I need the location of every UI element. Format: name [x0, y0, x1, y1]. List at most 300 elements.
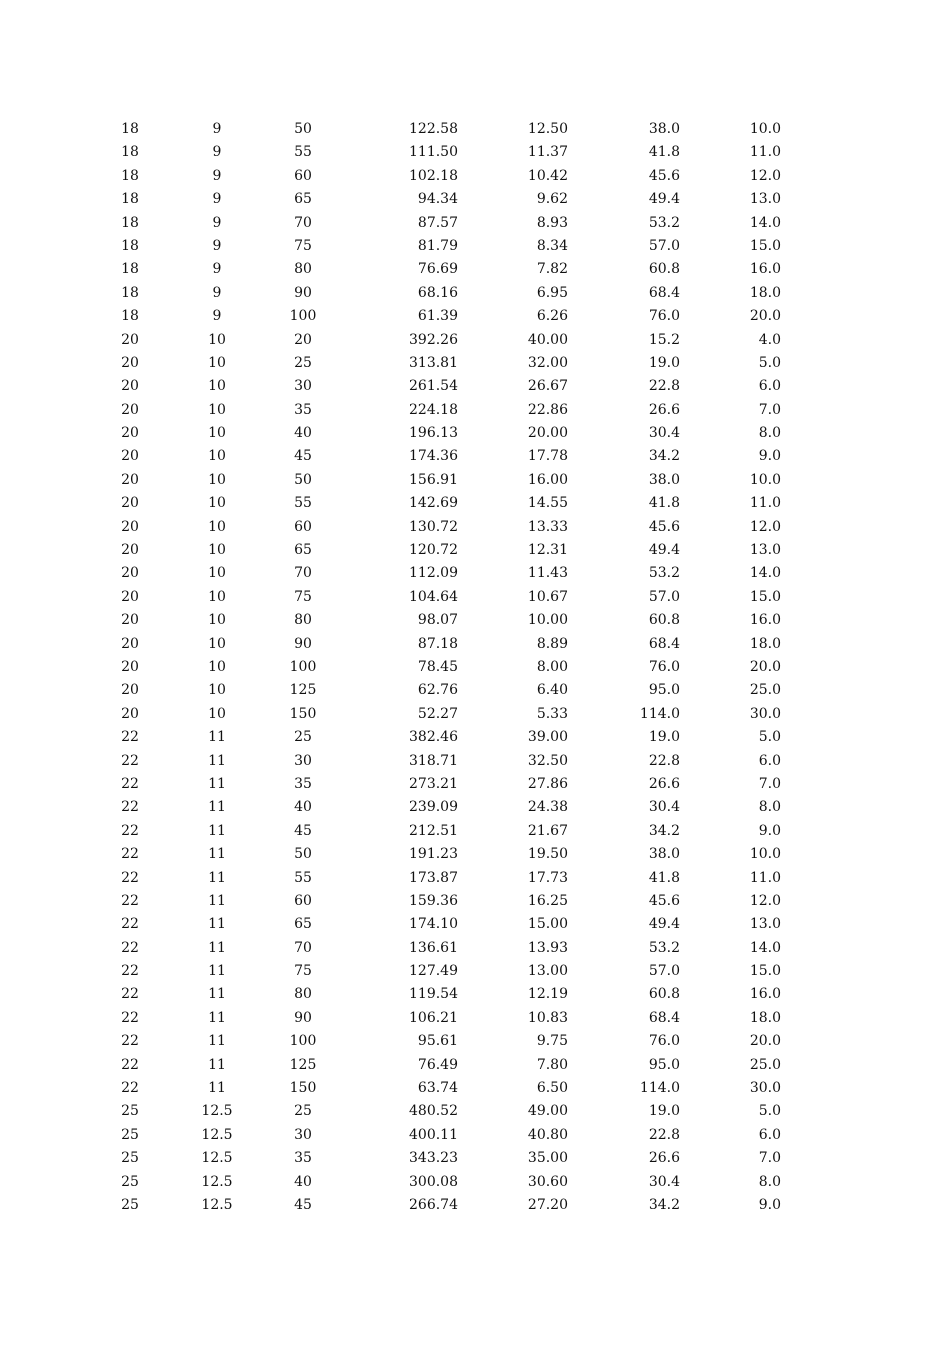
- table-row: [0, 750, 950, 773]
- table-cell: 127.49: [409, 963, 458, 980]
- table-cell: 19.0: [648, 354, 680, 371]
- table-cell: 20: [121, 354, 139, 371]
- table-cell: 55: [294, 869, 312, 886]
- table-cell: 10: [208, 612, 226, 629]
- table-row: [0, 352, 950, 375]
- table-cell: 60: [294, 518, 312, 535]
- table-cell: 400.11: [409, 1126, 458, 1143]
- table-cell: 10: [208, 565, 226, 582]
- table-row: [0, 820, 950, 843]
- table-row: [0, 516, 950, 539]
- table-cell: 30.4: [648, 1173, 680, 1190]
- table-cell: 11: [208, 1033, 226, 1050]
- table-cell: 22: [121, 1033, 139, 1050]
- table-cell: 75: [294, 588, 312, 605]
- table-row: [0, 258, 950, 281]
- table-cell: 15.00: [527, 916, 568, 933]
- table-cell: 18: [121, 214, 139, 231]
- table-cell: 392.26: [409, 331, 458, 348]
- table-cell: 76.0: [648, 1033, 680, 1050]
- table-cell: 70: [294, 565, 312, 582]
- table-cell: 11: [208, 846, 226, 863]
- table-cell: 22: [121, 1080, 139, 1097]
- table-cell: 30: [294, 752, 312, 769]
- table-cell: 95.0: [648, 1056, 680, 1073]
- table-cell: 70: [294, 214, 312, 231]
- table-row: [0, 843, 950, 866]
- table-cell: 65: [294, 191, 312, 208]
- table-cell: 10: [208, 705, 226, 722]
- table-cell: 19.50: [527, 846, 568, 863]
- table-cell: 13.33: [527, 518, 568, 535]
- table-cell: 61.39: [417, 308, 458, 325]
- table-cell: 10: [208, 401, 226, 418]
- table-cell: 14.0: [749, 214, 781, 231]
- table-row: [0, 235, 950, 258]
- table-row: [0, 983, 950, 1006]
- table-cell: 22: [121, 1009, 139, 1026]
- table-cell: 30.0: [749, 705, 781, 722]
- table-cell: 53.2: [648, 214, 680, 231]
- table-cell: 10.0: [749, 846, 781, 863]
- table-cell: 9: [212, 284, 222, 301]
- table-cell: 18.0: [749, 1009, 781, 1026]
- table-cell: 6.0: [758, 378, 781, 395]
- table-cell: 13.0: [749, 542, 781, 559]
- table-row: [0, 1077, 950, 1100]
- table-cell: 26.6: [648, 401, 680, 418]
- table-cell: 27.86: [527, 775, 568, 792]
- table-cell: 14.55: [527, 495, 568, 512]
- table-cell: 87.57: [417, 214, 458, 231]
- table-cell: 20.0: [749, 1033, 781, 1050]
- table-cell: 10: [208, 448, 226, 465]
- table-cell: 112.09: [409, 565, 458, 582]
- table-cell: 191.23: [409, 846, 458, 863]
- table-cell: 10: [208, 635, 226, 652]
- table-row: [0, 633, 950, 656]
- table-cell: 15.0: [749, 237, 781, 254]
- table-cell: 40: [294, 425, 312, 442]
- table-cell: 11: [208, 1009, 226, 1026]
- table-cell: 18: [121, 237, 139, 254]
- table-cell: 11: [208, 963, 226, 980]
- table-cell: 313.81: [409, 354, 458, 371]
- table-cell: 45.6: [648, 167, 680, 184]
- table-cell: 10: [208, 682, 226, 699]
- table-cell: 57.0: [648, 237, 680, 254]
- table-cell: 8.0: [758, 425, 781, 442]
- table-cell: 12.5: [201, 1173, 233, 1190]
- table-cell: 53.2: [648, 939, 680, 956]
- table-cell: 10: [208, 658, 226, 675]
- table-cell: 65: [294, 916, 312, 933]
- table-cell: 8.00: [536, 658, 568, 675]
- table-cell: 27.20: [527, 1196, 568, 1213]
- table-cell: 25: [294, 1103, 312, 1120]
- table-cell: 75: [294, 237, 312, 254]
- table-cell: 10.0: [749, 471, 781, 488]
- table-cell: 57.0: [648, 963, 680, 980]
- table-row: [0, 726, 950, 749]
- table-cell: 10.83: [527, 1009, 568, 1026]
- table-cell: 34.2: [648, 1196, 680, 1213]
- table-cell: 65: [294, 542, 312, 559]
- table-row: [0, 913, 950, 936]
- table-cell: 70: [294, 939, 312, 956]
- table-cell: 174.36: [409, 448, 458, 465]
- table-cell: 11.0: [749, 495, 781, 512]
- table-cell: 159.36: [409, 892, 458, 909]
- table-row: [0, 492, 950, 515]
- table-cell: 20: [121, 378, 139, 395]
- table-cell: 21.67: [527, 822, 568, 839]
- table-cell: 4.0: [758, 331, 781, 348]
- table-cell: 20.00: [527, 425, 568, 442]
- table-cell: 9.62: [536, 191, 568, 208]
- table-cell: 20: [121, 448, 139, 465]
- table-cell: 30.4: [648, 425, 680, 442]
- table-cell: 40: [294, 1173, 312, 1190]
- table-cell: 18.0: [749, 284, 781, 301]
- table-cell: 49.4: [648, 191, 680, 208]
- table-cell: 40.80: [527, 1126, 568, 1143]
- table-cell: 22: [121, 892, 139, 909]
- table-cell: 22: [121, 799, 139, 816]
- table-cell: 20: [121, 635, 139, 652]
- table-cell: 15.0: [749, 963, 781, 980]
- table-cell: 30.4: [648, 799, 680, 816]
- table-cell: 18: [121, 191, 139, 208]
- table-cell: 11.0: [749, 144, 781, 161]
- table-cell: 9: [212, 214, 222, 231]
- table-cell: 78.45: [417, 658, 458, 675]
- table-cell: 16.0: [749, 612, 781, 629]
- table-cell: 7.0: [758, 1150, 781, 1167]
- table-cell: 111.50: [409, 144, 458, 161]
- table-cell: 8.89: [536, 635, 568, 652]
- table-cell: 25: [121, 1150, 139, 1167]
- table-row: [0, 305, 950, 328]
- table-cell: 9.0: [758, 1196, 781, 1213]
- table-cell: 9: [212, 144, 222, 161]
- table-row: [0, 1100, 950, 1123]
- table-cell: 76.0: [648, 308, 680, 325]
- table-cell: 16.0: [749, 986, 781, 1003]
- table-cell: 11.43: [527, 565, 568, 582]
- table-cell: 34.2: [648, 448, 680, 465]
- table-cell: 20: [121, 658, 139, 675]
- table-cell: 6.0: [758, 752, 781, 769]
- table-cell: 25.0: [749, 1056, 781, 1073]
- table-cell: 13.0: [749, 916, 781, 933]
- table-cell: 6.95: [536, 284, 568, 301]
- table-cell: 22: [121, 822, 139, 839]
- table-cell: 30: [294, 1126, 312, 1143]
- table-cell: 22: [121, 1056, 139, 1073]
- table-cell: 5.0: [758, 354, 781, 371]
- table-cell: 34.2: [648, 822, 680, 839]
- table-cell: 18.0: [749, 635, 781, 652]
- table-cell: 11: [208, 822, 226, 839]
- table-cell: 22.86: [527, 401, 568, 418]
- table-cell: 68.4: [648, 1009, 680, 1026]
- table-cell: 22: [121, 729, 139, 746]
- table-row: [0, 679, 950, 702]
- table-row: [0, 1124, 950, 1147]
- table-cell: 14.0: [749, 939, 781, 956]
- table-cell: 60.8: [648, 612, 680, 629]
- table-cell: 7.0: [758, 401, 781, 418]
- table-cell: 11: [208, 986, 226, 1003]
- table-cell: 12.31: [527, 542, 568, 559]
- table-cell: 81.79: [417, 237, 458, 254]
- table-cell: 10: [208, 588, 226, 605]
- table-cell: 18: [121, 144, 139, 161]
- table-cell: 8.0: [758, 1173, 781, 1190]
- table-row: [0, 165, 950, 188]
- table-cell: 41.8: [648, 869, 680, 886]
- table-row: [0, 796, 950, 819]
- table-cell: 25: [294, 354, 312, 371]
- table-cell: 6.40: [536, 682, 568, 699]
- table-cell: 53.2: [648, 565, 680, 582]
- table-cell: 11: [208, 916, 226, 933]
- table-cell: 9: [212, 191, 222, 208]
- table-cell: 39.00: [527, 729, 568, 746]
- table-row: [0, 1007, 950, 1030]
- table-cell: 261.54: [409, 378, 458, 395]
- table-cell: 87.18: [417, 635, 458, 652]
- table-cell: 10.42: [527, 167, 568, 184]
- data-table: [0, 118, 950, 1217]
- table-cell: 150: [289, 1080, 317, 1097]
- table-cell: 38.0: [648, 846, 680, 863]
- table-cell: 5.33: [536, 705, 568, 722]
- table-cell: 18: [121, 308, 139, 325]
- table-row: [0, 1030, 950, 1053]
- table-cell: 22: [121, 986, 139, 1003]
- table-cell: 18: [121, 167, 139, 184]
- table-cell: 11: [208, 799, 226, 816]
- table-cell: 10: [208, 542, 226, 559]
- table-cell: 382.46: [409, 729, 458, 746]
- table-cell: 11: [208, 892, 226, 909]
- table-row: [0, 867, 950, 890]
- table-cell: 98.07: [417, 612, 458, 629]
- table-cell: 90: [294, 284, 312, 301]
- table-cell: 9: [212, 121, 222, 137]
- table-cell: 68.4: [648, 635, 680, 652]
- table-cell: 212.51: [409, 822, 458, 839]
- table-cell: 22: [121, 963, 139, 980]
- table-cell: 20: [121, 518, 139, 535]
- table-cell: 38.0: [648, 121, 680, 137]
- table-row: [0, 141, 950, 164]
- table-cell: 12.5: [201, 1150, 233, 1167]
- table-cell: 12.5: [201, 1196, 233, 1213]
- table-cell: 239.09: [409, 799, 458, 816]
- table-cell: 22: [121, 775, 139, 792]
- table-cell: 11: [208, 939, 226, 956]
- table-cell: 35: [294, 775, 312, 792]
- table-row: [0, 422, 950, 445]
- table-cell: 120.72: [409, 542, 458, 559]
- table-cell: 14.0: [749, 565, 781, 582]
- table-cell: 52.27: [417, 705, 458, 722]
- table-cell: 16.0: [749, 261, 781, 278]
- table-cell: 10: [208, 331, 226, 348]
- table-row: [0, 1171, 950, 1194]
- table-cell: 9: [212, 308, 222, 325]
- table-cell: 20: [121, 542, 139, 559]
- table-cell: 9.0: [758, 448, 781, 465]
- table-cell: 25.0: [749, 682, 781, 699]
- table-row: [0, 773, 950, 796]
- table-cell: 13.93: [527, 939, 568, 956]
- table-cell: 22.8: [648, 752, 680, 769]
- table-row: [0, 375, 950, 398]
- table-cell: 100: [289, 658, 317, 675]
- table-cell: 94.34: [417, 191, 458, 208]
- table-cell: 125: [289, 1056, 317, 1073]
- table-row: [0, 445, 950, 468]
- table-cell: 32.50: [527, 752, 568, 769]
- table-cell: 40.00: [527, 331, 568, 348]
- table-cell: 10: [208, 495, 226, 512]
- table-row: [0, 1054, 950, 1077]
- table-cell: 17.73: [527, 869, 568, 886]
- table-row: [0, 118, 950, 141]
- table-cell: 11: [208, 775, 226, 792]
- table-cell: 125: [289, 682, 317, 699]
- table-cell: 12.0: [749, 518, 781, 535]
- table-cell: 6.0: [758, 1126, 781, 1143]
- table-cell: 174.10: [409, 916, 458, 933]
- table-cell: 8.0: [758, 799, 781, 816]
- table-cell: 136.61: [409, 939, 458, 956]
- table-cell: 196.13: [409, 425, 458, 442]
- table-cell: 41.8: [648, 144, 680, 161]
- table-cell: 49.4: [648, 542, 680, 559]
- table-cell: 8.93: [536, 214, 568, 231]
- table-cell: 266.74: [409, 1196, 458, 1213]
- table-cell: 38.0: [648, 471, 680, 488]
- table-cell: 26.6: [648, 1150, 680, 1167]
- table-cell: 76.49: [417, 1056, 458, 1073]
- table-cell: 22: [121, 869, 139, 886]
- table-cell: 18: [121, 284, 139, 301]
- table-cell: 9: [212, 261, 222, 278]
- table-cell: 273.21: [409, 775, 458, 792]
- table-cell: 26.6: [648, 775, 680, 792]
- table-cell: 20: [121, 612, 139, 629]
- table-cell: 60.8: [648, 986, 680, 1003]
- table-cell: 60: [294, 167, 312, 184]
- table-cell: 35: [294, 401, 312, 418]
- table-cell: 11: [208, 869, 226, 886]
- table-cell: 122.58: [409, 121, 458, 137]
- table-cell: 104.64: [409, 588, 458, 605]
- table-cell: 480.52: [409, 1103, 458, 1120]
- table-cell: 100: [289, 1033, 317, 1050]
- table-cell: 49.00: [527, 1103, 568, 1120]
- table-cell: 68.16: [417, 284, 458, 301]
- table-cell: 20: [121, 331, 139, 348]
- table-cell: 10: [208, 354, 226, 371]
- table-cell: 57.0: [648, 588, 680, 605]
- table-cell: 40: [294, 799, 312, 816]
- table-cell: 10: [208, 518, 226, 535]
- table-cell: 9.0: [758, 822, 781, 839]
- table-cell: 18: [121, 261, 139, 278]
- table-cell: 19.0: [648, 729, 680, 746]
- table-cell: 12.50: [527, 121, 568, 137]
- table-row: [0, 586, 950, 609]
- table-cell: 50: [294, 121, 312, 137]
- table-cell: 224.18: [409, 401, 458, 418]
- table-cell: 68.4: [648, 284, 680, 301]
- table-cell: 11: [208, 752, 226, 769]
- table-cell: 15.0: [749, 588, 781, 605]
- table-row: [0, 937, 950, 960]
- table-cell: 150: [289, 705, 317, 722]
- table-cell: 20: [294, 331, 312, 348]
- table-row: [0, 1147, 950, 1170]
- table-cell: 80: [294, 261, 312, 278]
- table-cell: 45.6: [648, 892, 680, 909]
- table-cell: 25: [121, 1126, 139, 1143]
- table-cell: 76.0: [648, 658, 680, 675]
- table-row: [0, 399, 950, 422]
- table-cell: 7.0: [758, 775, 781, 792]
- table-cell: 20: [121, 705, 139, 722]
- table-cell: 35.00: [527, 1150, 568, 1167]
- table-cell: 22.8: [648, 378, 680, 395]
- table-cell: 9.75: [536, 1033, 568, 1050]
- table-row: [0, 539, 950, 562]
- table-cell: 20: [121, 471, 139, 488]
- table-cell: 7.82: [536, 261, 568, 278]
- table-cell: 16.00: [527, 471, 568, 488]
- table-cell: 20: [121, 565, 139, 582]
- table-cell: 22: [121, 846, 139, 863]
- table-cell: 11: [208, 1056, 226, 1073]
- table-row: [0, 329, 950, 352]
- table-cell: 8.34: [536, 237, 568, 254]
- table-cell: 11: [208, 1080, 226, 1097]
- table-cell: 35: [294, 1150, 312, 1167]
- table-cell: 22: [121, 752, 139, 769]
- table-cell: 12.19: [527, 986, 568, 1003]
- table-cell: 80: [294, 986, 312, 1003]
- table-cell: 30: [294, 378, 312, 395]
- table-cell: 318.71: [409, 752, 458, 769]
- table-cell: 45: [294, 448, 312, 465]
- table-cell: 60: [294, 892, 312, 909]
- table-cell: 6.26: [536, 308, 568, 325]
- table-cell: 22: [121, 939, 139, 956]
- table-row: [0, 562, 950, 585]
- table-cell: 62.76: [417, 682, 458, 699]
- table-row: [0, 609, 950, 632]
- table-cell: 13.0: [749, 191, 781, 208]
- table-cell: 25: [294, 729, 312, 746]
- table-row: [0, 960, 950, 983]
- table-cell: 95.61: [417, 1033, 458, 1050]
- table-cell: 102.18: [409, 167, 458, 184]
- table-cell: 12.0: [749, 892, 781, 909]
